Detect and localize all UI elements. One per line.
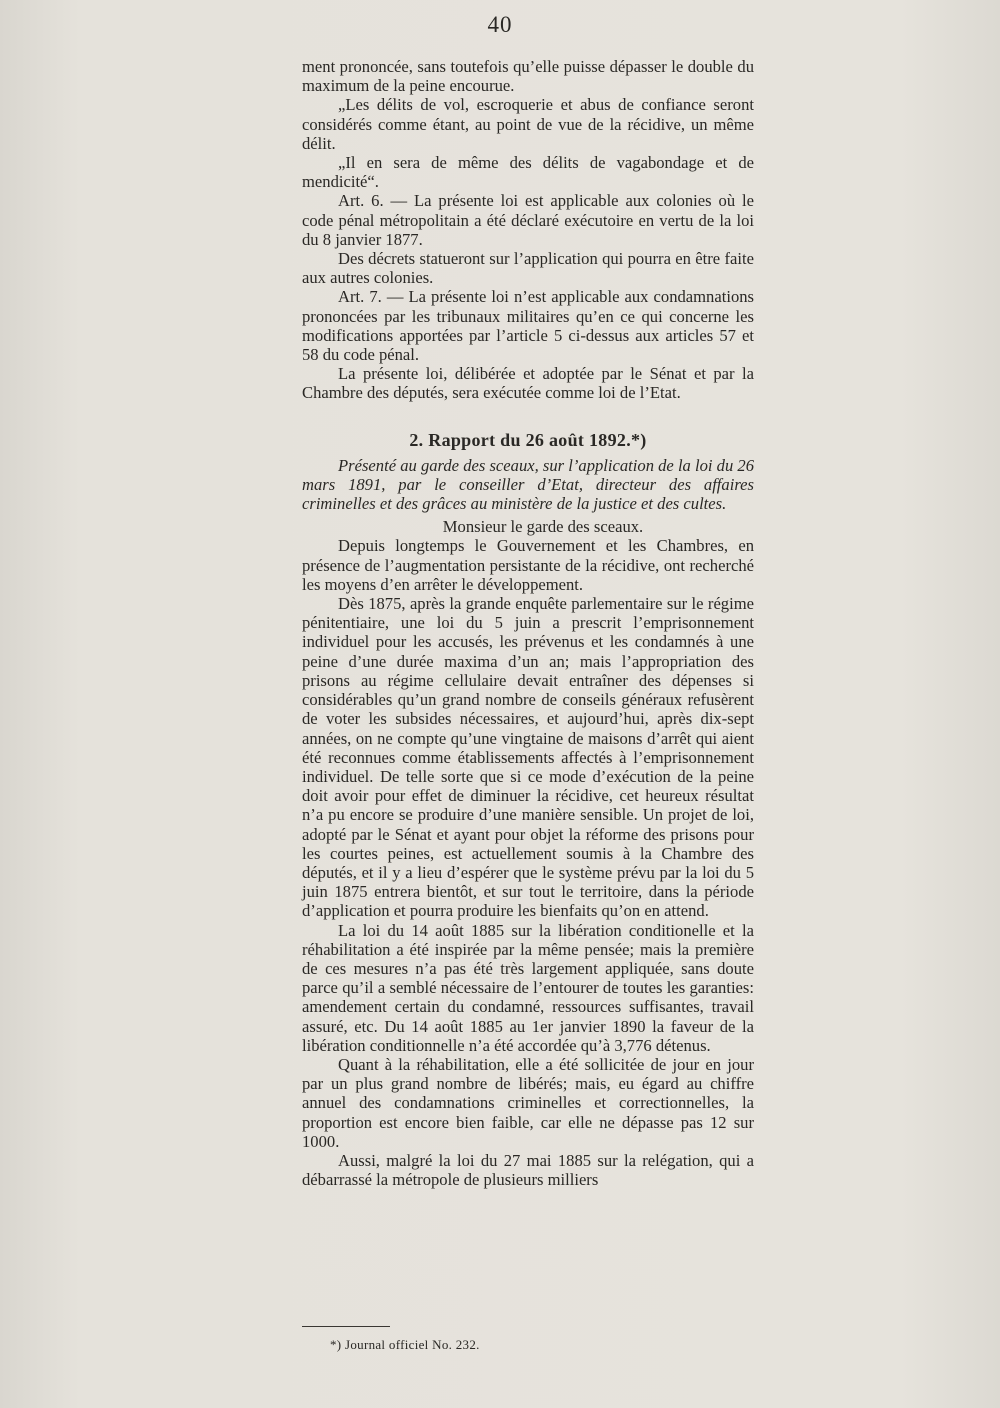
salutation: Monsieur le garde des sceaux. — [442, 517, 644, 537]
paragraph: Dès 1875, après la grande enquête parlementaire sur le régime pénitentiaire, une loi du 5 juin a prescrit l’emprisonnement individuel pour les accusés, les prévenus et les condamnés à une peine d’une durée maxima d’un an; mais l’appropriation des prisons au régime cellulaire devait entraîner des dépenses si considérables qu’un grand nombre de conseils généraux refusèrent de voter les subsides nécessaires, et aujourd’hui, après dix-sept années, on ne compte qu’une vingtaine de maisons d’arrêt qui aient été reconnues comme établissements affectés à l’emprisonnement individuel. De telle sorte que si ce mode d’exécution de la peine doit avoir pour effet de diminuer la récidive, cet heureux résultat n’a pu encore se produire d’une manière sensible. Un projet de loi, adopté par le Sénat et ayant pour objet la réforme des prisons pour les courtes peines, est actuellement soumis à la Chambre des députés, et il y a lieu d’espérer que le système prévu par la loi du 5 juin 1875 entrera bientôt, et sur tout le territoire, dans la période d’application et pourra produire les bienfaits qu’on en attend. — [302, 594, 754, 921]
page-number: 40 — [487, 12, 513, 37]
paragraph: La loi du 14 août 1885 sur la libération conditionelle et la réhabilitation a été inspirée par la même pensée; mais la première de ces mesures n’a pas été très largement appliquée, sans doute parce qu’il a semblé nécessaire de l’entourer de toutes les garanties: amendement certain du condamné, ressources suffisantes, travail assuré, etc. Du 14 août 1885 au 1er janvier 1890 la faveur de la libération conditionnelle n’a été accordée qu’à 3,776 détenus. — [302, 920, 754, 1055]
paragraph-art-6: Art. 6. — La présente loi est applicable aux colonies où le code pénal métropolitain a été déclaré exécutoire en vertu de la loi du 8 janvier 1877. — [302, 191, 754, 249]
paragraph: Depuis longtemps le Gouvernement et les Chambres, en présence de l’augmentation persistante de la récidive, ont recherché les moyens d’en arrêter le développement. — [302, 536, 754, 594]
paragraph: „Les délits de vol, escroquerie et abus de confiance seront considérés comme étant, au point de vue de la récidive, un même délit. — [302, 95, 754, 153]
paragraph: Quant à la réhabilitation, elle a été sollicitée de jour en jour par un plus grand nombre de libérés; mais, eu égard au chiffre annuel des condamnations criminelles et correctionnelles, la proportion est encore bien faible, car elle ne dépasse pas 12 sur 1000. — [302, 1054, 754, 1151]
paragraph: La présente loi, délibérée et adoptée par le Sénat et par la Chambre des députés, sera exécutée comme loi de l’Etat. — [302, 364, 754, 403]
section-heading: 2. Rapport du 26 août 1892.*) — [409, 429, 647, 450]
section-subtitle: Présenté au garde des sceaux, sur l’application de la loi du 26 mars 1891, par le conseiller d’Etat, directeur des affaires criminelles et des grâces au ministère de la justice et des cultes. — [302, 455, 755, 514]
paragraph-art-7: Art. 7. — La présente loi n’est applicable aux condamnations prononcées par les tribunaux militaires qu’en ce qui concerne les modifications apportées par l’article 5 ci-dessus aux articles 57 et 58 du code pénal. — [302, 287, 754, 365]
text-column — [302, 57, 754, 1189]
paragraph: Des décrets statueront sur l’application qui pourra en être faite aux autres colonies. — [302, 249, 754, 288]
paragraph: ment prononcée, sans toutefois qu’elle puisse dépasser le double du maximum de la peine encourue. — [302, 57, 754, 96]
footnote-rule — [302, 1326, 390, 1327]
footnote: *) Journal officiel No. 232. — [330, 1337, 480, 1352]
paragraph: Aussi, malgré la loi du 27 mai 1885 sur la relégation, qui a débarrassé la métropole de plusieurs milliers — [302, 1150, 754, 1190]
paragraph: „Il en sera de même des délits de vagabondage et de mendicité“. — [302, 153, 754, 192]
